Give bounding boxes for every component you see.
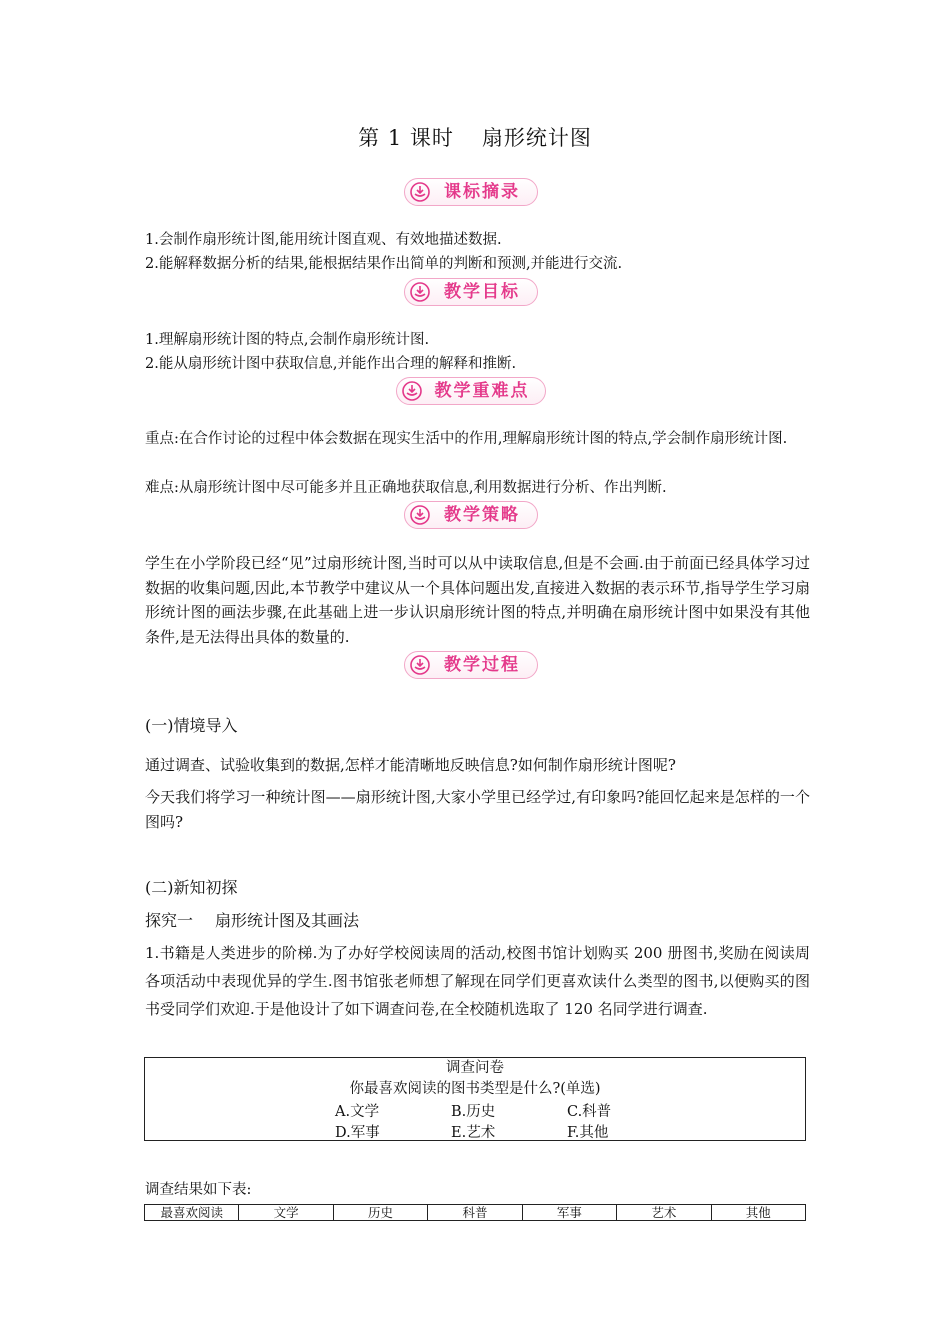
difficult-point: 难点:从扇形统计图中尽可能多并且正确地获取信息,利用数据进行分析、作出判断. [145,480,667,496]
banner-keypoints [396,377,546,405]
key-point: 重点:在合作讨论的过程中体会数据在现实生活中的作用,理解扇形统计图的特点,学会制作扇形统计图. [145,431,788,447]
lesson-number: 第 1 课时 [358,126,454,150]
survey-option-b: B.历史 [451,1104,496,1120]
survey-option-d: D.军事 [335,1125,380,1141]
table-header-cell: 历史 [333,1205,427,1221]
banner-label: 课标摘录 [444,182,520,202]
problem-paragraph: 1.书籍是人类进步的阶梯.为了办好学校阅读周的活动,校图书馆计划购买 200 册图书,奖励在阅读周各项活动中表现优异的学生.图书馆张老师想了解现在同学们更喜欢读什么类型的图书,以便购买的图书受同学们欢迎.于是他设计了如下调查问卷,在全校随机选取了 120 名同学进行调查. [145,944,810,1018]
objective-item-2: 2.能从扇形统计图中获取信息,并能作出合理的解释和推断. [145,356,517,372]
section-heading-intro: (一)情境导入 [145,716,238,735]
banner-curriculum [404,178,538,206]
page-title [0,122,950,152]
intro-paragraph-2: 今天我们将学习一种统计图——扇形统计图,大家小学里已经学过,有印象吗?能回忆起来是怎样的一个图吗? [145,788,810,831]
survey-question: 你最喜欢阅读的图书类型是什么?(单选) [349,1081,601,1097]
explore-heading [145,909,359,933]
banner-strategy [404,501,538,529]
banner-objectives [404,278,538,306]
lesson-topic: 扇形统计图 [481,126,592,150]
book-swirl-icon [409,654,431,676]
survey-box [144,1057,806,1141]
results-intro: 调查结果如下表: [145,1182,252,1198]
explore-title: 扇形统计图及其画法 [215,911,360,930]
results-table [144,1204,806,1221]
section-heading-new: (二)新知初探 [145,878,238,897]
banner-label: 教学策略 [444,505,520,525]
survey-option-c: C.科普 [567,1104,612,1120]
table-header-cell: 其他 [711,1205,805,1221]
banner-label: 教学目标 [444,282,520,302]
table-header-cell: 科普 [428,1205,522,1221]
banner-label: 教学过程 [444,655,520,675]
survey-title: 调查问卷 [446,1060,504,1076]
book-swirl-icon [401,380,423,402]
banner-process [404,651,538,679]
survey-option-e: E.艺术 [451,1125,496,1141]
banner-label: 教学重难点 [434,381,530,401]
book-swirl-icon [409,504,431,526]
objective-item-1: 1.理解扇形统计图的特点,会制作扇形统计图. [145,332,430,348]
book-swirl-icon [409,181,431,203]
survey-option-a: A.文学 [335,1104,380,1120]
table-header-cell: 最喜欢阅读 [145,1205,239,1221]
survey-option-f: F.其他 [567,1125,609,1141]
table-row [145,1205,806,1221]
curriculum-item-2: 2.能解释数据分析的结果,能根据结果作出简单的判断和预测,并能进行交流. [145,256,623,272]
curriculum-item-1: 1.会制作扇形统计图,能用统计图直观、有效地描述数据. [145,232,502,248]
strategy-paragraph: 学生在小学阶段已经“见”过扇形统计图,当时可以从中读取信息,但是不会画.由于前面已经具体学习过数据的收集问题,因此,本节教学中建议从一个具体问题出发,直接进入数据的表示环节,指导学生学习扇形统计图的画法步骤,在此基础上进一步认识扇形统计图的特点,并明确在扇形统计图中如果没有其他条件,是无法得出具体的数量的. [145,554,810,646]
table-header-cell: 军事 [522,1205,616,1221]
table-header-cell: 艺术 [617,1205,711,1221]
table-header-cell: 文学 [239,1205,333,1221]
book-swirl-icon [409,281,431,303]
intro-paragraph-1: 通过调查、试验收集到的数据,怎样才能清晰地反映信息?如何制作扇形统计图呢? [145,756,676,774]
explore-label: 探究一 [145,911,194,930]
